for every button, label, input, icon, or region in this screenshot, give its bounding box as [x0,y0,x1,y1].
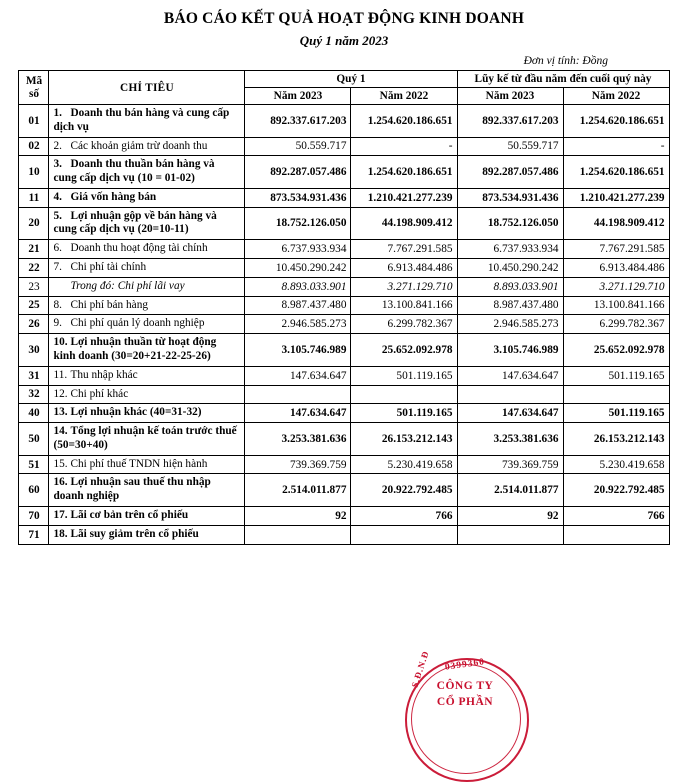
row-label [49,315,245,334]
cell-cumulative-2023: 147.634.647 [457,366,563,385]
row-code: 32 [19,385,49,404]
row-label [49,474,245,507]
cell-cumulative-2023: 873.534.931.436 [457,188,563,207]
row-index: 6. [53,242,62,255]
row-index: 12. [53,387,68,400]
cell-quarter-2023: 8.987.437.480 [245,296,351,315]
cell-quarter-2023: 2.946.585.273 [245,315,351,334]
cell-cumulative-2022: - [563,137,669,156]
cell-quarter-2022: 3.271.129.710 [351,277,457,296]
row-code: 21 [19,240,49,259]
income-statement-table [18,70,669,545]
row-label [49,455,245,474]
table-row [19,525,669,544]
table-row [19,366,669,385]
header-quarter-2023: Năm 2023 [245,88,351,105]
row-label [49,334,245,367]
header-group-quarter: Quý 1 [245,71,457,88]
cell-cumulative-2023: 2.514.011.877 [457,474,563,507]
row-code: 10 [19,156,49,189]
row-label-text: Lợi nhuận sau thuế thu nhập doanh nghiệp [53,476,211,503]
row-index: 4. [53,190,62,203]
cell-quarter-2023: 18.752.126.050 [245,207,351,240]
table-row [19,156,669,189]
row-index: 10. [53,336,68,349]
row-code: 70 [19,506,49,525]
row-code: 22 [19,259,49,278]
cell-cumulative-2023: 2.946.585.273 [457,315,563,334]
table-row [19,207,669,240]
cell-quarter-2023: 92 [245,506,351,525]
row-label [49,137,245,156]
cell-quarter-2022: 1.210.421.277.239 [351,188,457,207]
row-label-text: Lãi cơ bản trên cổ phiếu [70,508,189,521]
cell-quarter-2023: 147.634.647 [245,366,351,385]
cell-cumulative-2022: 26.153.212.143 [563,423,669,456]
row-index: 11. [53,368,68,381]
cell-quarter-2022: 766 [351,506,457,525]
row-index: 15. [53,457,68,470]
cell-cumulative-2022 [563,385,669,404]
cell-quarter-2023: 892.337.617.203 [245,105,351,138]
cell-quarter-2022: 1.254.620.186.651 [351,156,457,189]
seal-number: 0399360 [444,657,486,673]
row-label-text: Lợi nhuận khác (40=31-32) [70,406,202,419]
row-label-text: Chi phí tài chính [70,261,147,274]
page-title: BÁO CÁO KẾT QUẢ HOẠT ĐỘNG KINH DOANH [163,10,525,27]
table-row [19,315,669,334]
cell-quarter-2022: 25.652.092.978 [351,334,457,367]
seal-outer-ring [405,658,529,782]
header-code-line1: Mã [25,74,43,87]
table-row [19,296,669,315]
header-cumulative-2023: Năm 2023 [457,88,563,105]
cell-quarter-2023: 10.450.290.242 [245,259,351,278]
page-subtitle: Quý 1 năm 2023 [299,33,389,48]
row-index: 7. [53,261,62,274]
cell-quarter-2022: 6.299.782.367 [351,315,457,334]
row-label-text: Các khoản giảm trừ doanh thu [70,139,208,152]
row-label-text: Trong đó: Chi phí lãi vay [70,279,185,292]
cell-cumulative-2022: 6.913.484.486 [563,259,669,278]
cell-quarter-2023: 147.634.647 [245,404,351,423]
cell-quarter-2023: 3.105.746.989 [245,334,351,367]
cell-cumulative-2023: 92 [457,506,563,525]
seal-inner-ring [411,664,521,774]
row-code: 50 [19,423,49,456]
table-row [19,423,669,456]
seal-side-text: S.Đ.N.Đ [409,649,431,689]
table-row [19,188,669,207]
row-label-text: Doanh thu hoạt động tài chính [70,242,208,255]
row-label [49,105,245,138]
row-label [49,259,245,278]
row-code: 26 [19,315,49,334]
cell-cumulative-2023: 3.105.746.989 [457,334,563,367]
cell-quarter-2022 [351,385,457,404]
seal-line-2: CỔ PHẦN [436,696,494,708]
cell-cumulative-2023: 18.752.126.050 [457,207,563,240]
row-label [49,366,245,385]
row-label-text: Chi phí thuế TNDN hiện hành [70,457,208,470]
cell-quarter-2023 [245,525,351,544]
cell-cumulative-2022: 44.198.909.412 [563,207,669,240]
row-index: 17. [53,508,68,521]
row-label-text: Lãi suy giảm trên cổ phiếu [70,527,199,540]
cell-cumulative-2023: 6.737.933.934 [457,240,563,259]
row-label [49,277,245,296]
unit-note: Đơn vị tính: Đồng [523,55,608,67]
row-label-text: Chi phí quản lý doanh nghiệp [70,317,205,330]
row-label-text: Lợi nhuận thuần từ hoạt động kinh doanh (30=20+21-22-25-26) [53,336,217,362]
row-label-text: Chi phí khác [70,387,129,400]
cell-cumulative-2022: 766 [563,506,669,525]
cell-cumulative-2022: 1.254.620.186.651 [563,105,669,138]
row-code: 01 [19,105,49,138]
cell-quarter-2023: 892.287.057.486 [245,156,351,189]
row-code: 11 [19,188,49,207]
cell-quarter-2023 [245,385,351,404]
table-row [19,334,669,367]
row-label-text: Thu nhập khác [70,368,138,381]
cell-quarter-2023: 6.737.933.934 [245,240,351,259]
cell-quarter-2022: 501.119.165 [351,404,457,423]
row-index: 2. [53,139,62,152]
cell-quarter-2022: - [351,137,457,156]
cell-quarter-2022: 13.100.841.166 [351,296,457,315]
row-code: 60 [19,474,49,507]
row-label [49,506,245,525]
document-page [0,10,688,722]
cell-cumulative-2023: 10.450.290.242 [457,259,563,278]
row-code: 25 [19,296,49,315]
table-row [19,277,669,296]
row-label [49,525,245,544]
row-label-text: Giá vốn hàng bán [70,190,157,203]
cell-cumulative-2022: 1.254.620.186.651 [563,156,669,189]
row-code: 71 [19,525,49,544]
cell-quarter-2022: 1.254.620.186.651 [351,105,457,138]
cell-cumulative-2023: 8.893.033.901 [457,277,563,296]
cell-cumulative-2023: 147.634.647 [457,404,563,423]
cell-cumulative-2022: 1.210.421.277.239 [563,188,669,207]
row-label [49,207,245,240]
row-code: 02 [19,137,49,156]
cell-cumulative-2023: 50.559.717 [457,137,563,156]
cell-quarter-2022: 7.767.291.585 [351,240,457,259]
header-cumulative-2022: Năm 2022 [563,88,669,105]
table-row [19,404,669,423]
row-code: 23 [19,277,49,296]
table-row [19,506,669,525]
cell-quarter-2023: 873.534.931.436 [245,188,351,207]
row-index: 14. [53,425,68,438]
header-code [19,71,49,105]
cell-cumulative-2023: 8.987.437.480 [457,296,563,315]
cell-cumulative-2023: 892.337.617.203 [457,105,563,138]
cell-cumulative-2022: 13.100.841.166 [563,296,669,315]
row-label [49,404,245,423]
row-label [49,296,245,315]
table-header [19,71,669,105]
row-label [49,156,245,189]
row-index: 18. [53,527,68,540]
table-row [19,137,669,156]
cell-cumulative-2023: 3.253.381.636 [457,423,563,456]
row-code: 40 [19,404,49,423]
row-code: 31 [19,366,49,385]
table-row [19,240,669,259]
cell-cumulative-2022: 7.767.291.585 [563,240,669,259]
row-index: 16. [53,476,68,489]
cell-quarter-2023: 50.559.717 [245,137,351,156]
cell-cumulative-2022: 25.652.092.978 [563,334,669,367]
cell-cumulative-2022: 5.230.419.658 [563,455,669,474]
table-row [19,259,669,278]
cell-quarter-2023: 739.369.759 [245,455,351,474]
cell-quarter-2022: 20.922.792.485 [351,474,457,507]
header-group-cumulative: Lũy kế từ đầu năm đến cuối quý này [457,71,669,88]
table-row [19,455,669,474]
cell-cumulative-2022: 6.299.782.367 [563,315,669,334]
row-code: 30 [19,334,49,367]
row-index: 3. [53,158,62,171]
cell-cumulative-2022: 3.271.129.710 [563,277,669,296]
row-index: 8. [53,298,62,311]
cell-cumulative-2022 [563,525,669,544]
cell-quarter-2022 [351,525,457,544]
row-label [49,240,245,259]
row-label-text: Doanh thu bán hàng và cung cấp dịch vụ [53,107,230,133]
cell-quarter-2023: 3.253.381.636 [245,423,351,456]
table-body [19,105,669,545]
cell-cumulative-2023 [457,525,563,544]
row-index: 9. [53,317,62,330]
cell-quarter-2023: 2.514.011.877 [245,474,351,507]
cell-cumulative-2022: 501.119.165 [563,366,669,385]
cell-quarter-2022: 5.230.419.658 [351,455,457,474]
table-row [19,385,669,404]
row-code: 51 [19,455,49,474]
cell-cumulative-2023 [457,385,563,404]
row-label [49,188,245,207]
header-indicator: CHỈ TIÊU [49,71,245,105]
table-row [19,474,669,507]
company-seal-stamp [405,649,533,720]
cell-quarter-2023: 8.893.033.901 [245,277,351,296]
cell-cumulative-2023: 892.287.057.486 [457,156,563,189]
cell-quarter-2022: 6.913.484.486 [351,259,457,278]
cell-cumulative-2022: 20.922.792.485 [563,474,669,507]
row-label-text: Tổng lợi nhuận kế toán trước thuế (50=30+40) [53,425,237,451]
cell-quarter-2022: 44.198.909.412 [351,207,457,240]
row-label [49,423,245,456]
row-label-text: Chi phí bán hàng [70,298,148,311]
row-label-text: Doanh thu thuần bán hàng và cung cấp dịch vụ (10 = 01-02) [53,158,215,185]
table-row [19,105,669,138]
row-label [49,385,245,404]
cell-quarter-2022: 26.153.212.143 [351,423,457,456]
cell-cumulative-2022: 501.119.165 [563,404,669,423]
row-index: 13. [53,406,68,419]
cell-cumulative-2023: 739.369.759 [457,455,563,474]
header-code-line2: số [28,87,39,100]
row-index: 5. [53,209,62,222]
header-quarter-2022: Năm 2022 [351,88,457,105]
row-index: 1. [53,107,62,119]
cell-quarter-2022: 501.119.165 [351,366,457,385]
row-code: 20 [19,207,49,240]
seal-line-1: CÔNG TY [436,680,494,692]
row-label-text: Lợi nhuận gộp về bán hàng và cung cấp dịch vụ (20=10-11) [53,209,217,236]
